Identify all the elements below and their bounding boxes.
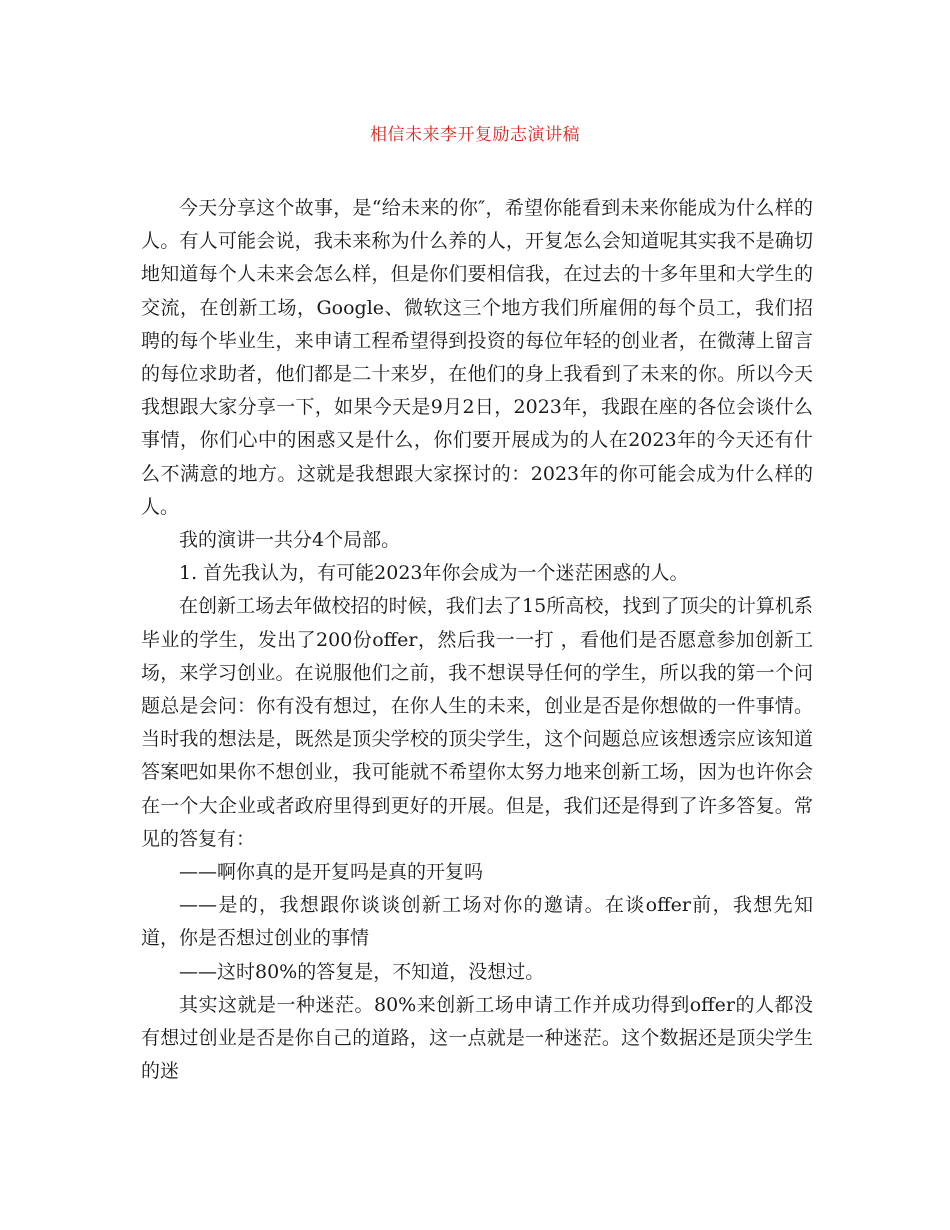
- paragraph: ——这时80%的答复是，不知道，没想过。: [179, 960, 545, 983]
- document-title: 相信未来李开复励志演讲稿: [370, 125, 580, 145]
- paragraph: 其实这就是一种迷茫。80%来创新工场申请工作并成功得到offer的人都没有想过创业是否是你自己的道路，这一点就是一种迷茫。这个数据还是顶尖学生的迷: [141, 993, 813, 1083]
- paragraph: 在创新工场去年做校招的时候，我们去了15所高校，找到了顶尖的计算机系毕业的学生，发出了200份offer，然后我一一打 ，看他们是否愿意参加创新工场，来学习创业。在说服他们之前，我不想误导任何的学生，所以我的第一个问题总是会问：你有没有想过，在你人生的未来，创业是否是你想做的一件事情。当时我的想法是，既然是顶尖学校的顶尖学生，这个问题总应该想透宗应该知道答案吧如果你不想创业，我可能就不希望你太努力地来创新工场，因为也许你会在一个大企业或者政府里得到更好的开展。但是，我们还是得到了许多答复。常见的答复有：: [141, 595, 813, 850]
- paragraph: ——是的，我想跟你谈谈创新工场对你的邀请。在谈offer前，我想先知道，你是否想过创业的事情: [141, 894, 813, 950]
- document-body: [141, 192, 813, 1088]
- paragraph: 今天分享这个故事，是“给未来的你″，希望你能看到未来你能成为什么样的人。有人可能会说，我未来称为什么养的人，开复怎么会知道呢其实我不是确切地知道每个人未来会怎么样，但是你们要相信我，在过去的十多年里和大学生的交流，在创新工场，Google、微软这三个地方我们所雇佣的每个员工，我们招聘的每个毕业生，来申请工程希望得到投资的每位年轻的创业者，在微薄上留言的每位求助者，他们都是二十来岁，在他们的身上我看到了未来的你。所以今天我想跟大家分享一下，如果今天是9月2日，2023年，我跟在座的各位会谈什么事情，你们心中的困惑又是什么，你们要开展成为的人在2023年的今天还有什么不满意的地方。这就是我想跟大家探讨的：2023年的你可能会成为什么样的人。: [141, 197, 813, 518]
- paragraph: 我的演讲一共分4个局部。: [179, 529, 401, 552]
- paragraph: 1. 首先我认为，有可能2023年你会成为一个迷茫困惑的人。: [179, 562, 689, 585]
- paragraph: ——啊你真的是开复吗是真的开复吗: [179, 861, 484, 884]
